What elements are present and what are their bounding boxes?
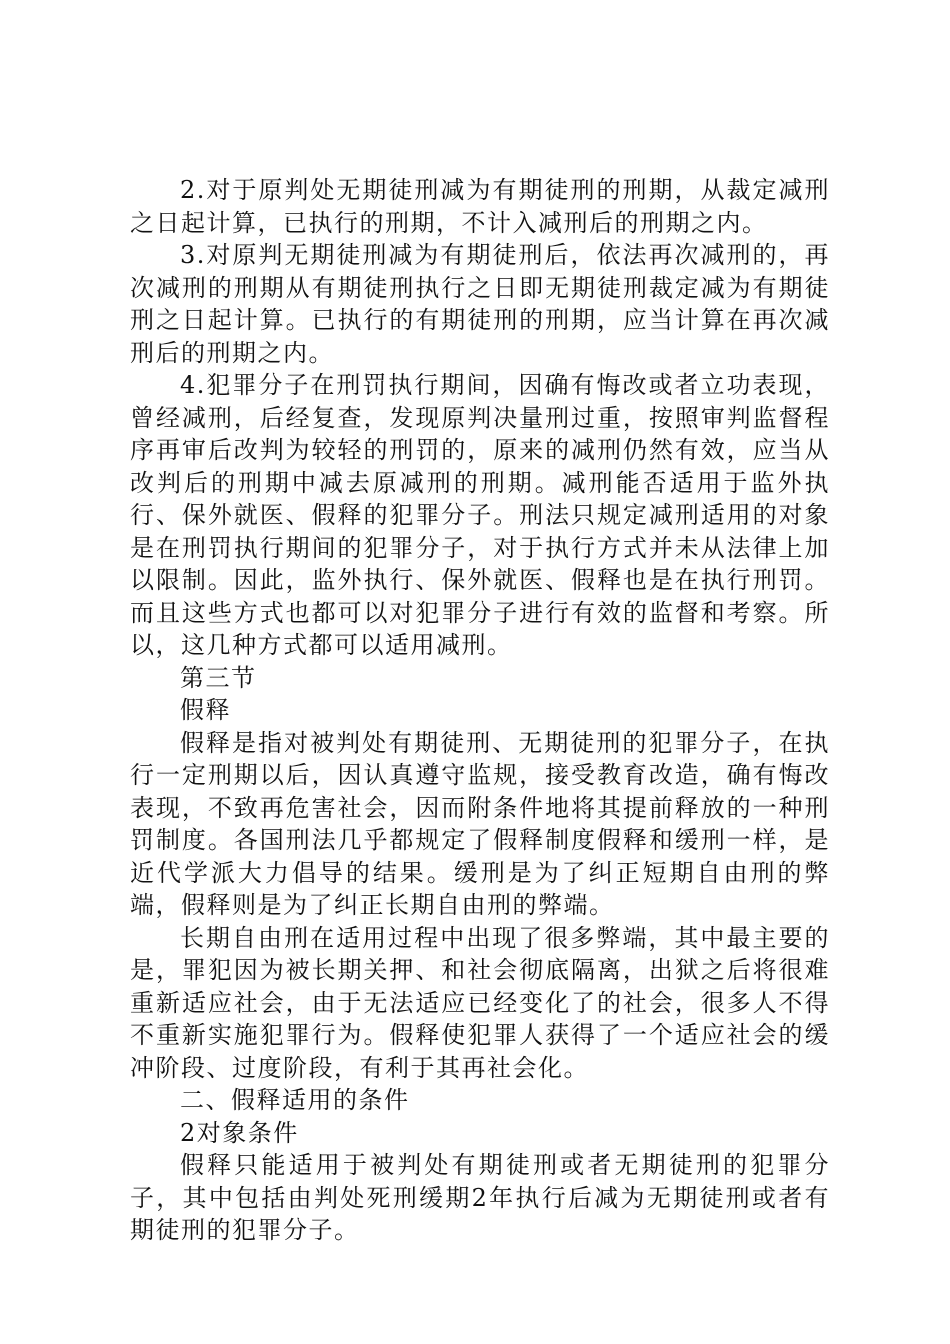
section-heading: 第三节 — [180, 663, 257, 692]
subheading-object-condition: 2对象条件 — [180, 1118, 299, 1147]
section-title: 假释 — [180, 696, 231, 724]
document-body — [130, 174, 830, 1247]
paragraph-commutation-rule-3: 3.对原判无期徒刑减为有期徒刑后，依法再次减刑的，再次减刑的刑期从有期徒刑执行之日即无期徒刑裁定减为有期徒刑之日起计算。已执行的有期徒刑的刑期，应当计算在再次减刑后的刑期之内。 — [130, 241, 830, 367]
subheading-parole-conditions: 二、假释适用的条件 — [180, 1086, 410, 1114]
paragraph-parole-scope: 假释只能适用于被判处有期徒刑或者无期徒刑的犯罪分子，其中包括由判处死刑缓期2年执行后减为无期徒刑或者有期徒刑的犯罪分子。 — [130, 1151, 830, 1244]
paragraph-commutation-rule-2: 2.对于原判处无期徒刑减为有期徒刑的刑期，从裁定减刑之日起计算，已执行的刑期，不计入减刑后的刑期之内。 — [130, 176, 830, 237]
paragraph-commutation-rule-4: 4.犯罪分子在刑罚执行期间，因确有悔改或者立功表现，曾经减刑，后经复查，发现原判决量刑过重，按照审判监督程序再审后改判为较轻的刑罚的，原来的减刑仍然有效，应当从改判后的刑期中减去原减刑的刑期。减刑能否适用于监外执行、保外就医、假释的犯罪分子。刑法只规定减刑适用的对象是在刑罚执行期间的犯罪分子，对于执行方式并未从法律上加以限制。因此，监外执行、保外就医、假释也是在执行刑罚。而且这些方式也都可以对犯罪分子进行有效的监督和考察。所以，这几种方式都可以适用减刑。 — [130, 371, 830, 659]
paragraph-long-term-sentence: 长期自由刑在适用过程中出现了很多弊端，其中最主要的是，罪犯因为被长期关押、和社会彻底隔离，出狱之后将很难重新适应社会，由于无法适应已经变化了的社会，很多人不得不重新实施犯罪行为。假释使犯罪人获得了一个适应社会的缓冲阶段、过度阶段，有利于其再社会化。 — [130, 923, 830, 1082]
paragraph-parole-definition: 假释是指对被判处有期徒刑、无期徒刑的犯罪分子，在执行一定刑期以后，因认真遵守监规，接受教育改造，确有悔改表现，不致再危害社会，因而附条件地将其提前释放的一种刑罚制度。各国刑法几乎都规定了假释制度假释和缓刑一样，是近代学派大力倡导的结果。缓刑是为了纠正短期自由刑的弊端，假释则是为了纠正长期自由刑的弊端。 — [130, 728, 830, 919]
